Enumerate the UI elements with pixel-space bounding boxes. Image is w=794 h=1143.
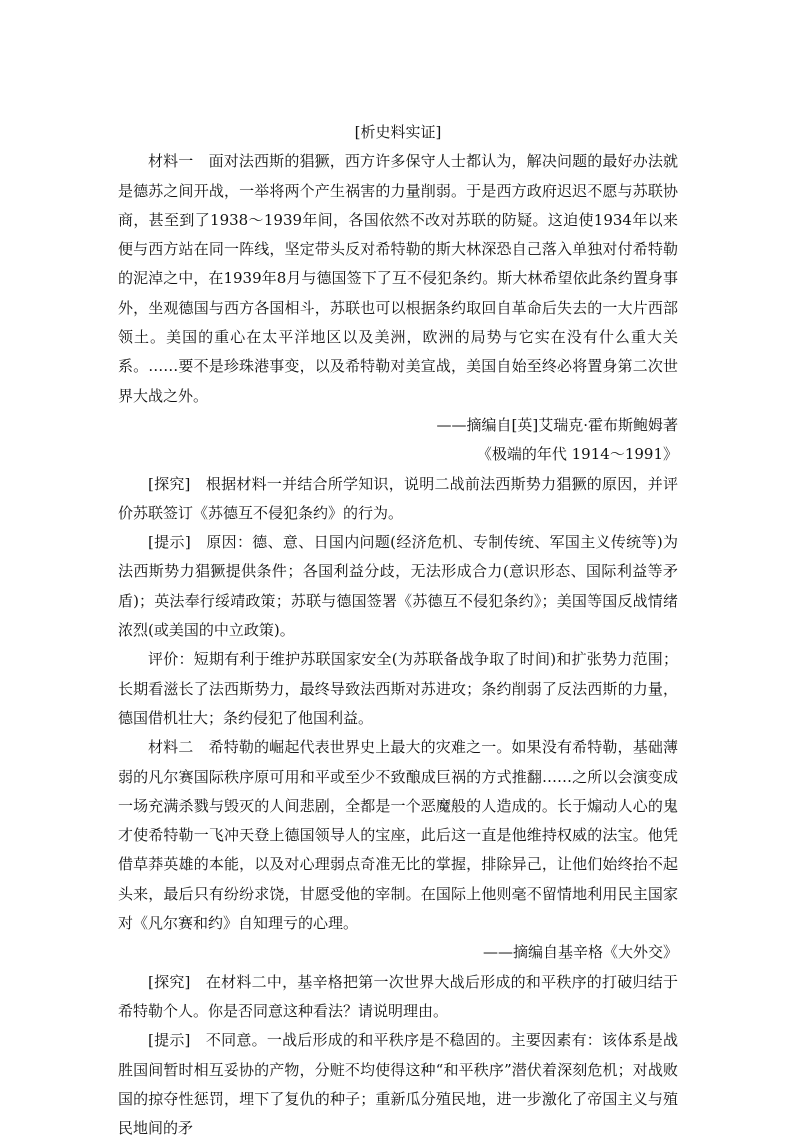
material-two-attribution: ——摘编自基辛格《大外交》	[482, 943, 678, 962]
evaluation-one-answer: 评价：短期有利于维护苏联国家安全(为苏联备战争取了时间)和扩张势力范围；长期看滋长了法西斯势力，最终导致法西斯对苏进攻；条约削弱了反法西斯的力量，德国借机壮大；条约侵犯了他国利益。	[118, 650, 678, 727]
explore-one-question: [探究] 根据材料一并结合所学知识，说明二战前法西斯势力猖獗的原因，并评价苏联签订《苏德互不侵犯条约》的行为。	[118, 474, 678, 522]
explore-two-question: [探究] 在材料二中，基辛格把第一次世界大战后形成的和平秩序的打破归结于希特勒个人。你是否同意这种看法？请说明理由。	[118, 972, 678, 1020]
section-title: [析史料实证]	[354, 123, 442, 141]
material-one-attribution-book: 《极端的年代 1914～1991》	[476, 445, 678, 464]
material-one-paragraph: 材料一 面对法西斯的猖獗，西方许多保守人士都认为，解决问题的最好办法就是德苏之间开战，一举将两个产生祸害的力量削弱。于是西方政府迟迟不愿与苏联协商，甚至到了1938～1939年间，各国依然不改对苏联的防疑。这迫使1934年以来便与西方站在同一阵线，坚定带头反对希特勒的斯大林深恐自己落入单独对付希特勒的泥淖之中，在1939年8月与德国签下了互不侵犯条约。斯大林希望依此条约置身事外，坐观德国与西方各国相斗，苏联也可以根据条约取回自革命后失去的一大片西部领土。美国的重心在太平洋地区以及美洲，欧洲的局势与它实在没有什么重大关系。……要不是珍珠港事变，以及希特勒对美宣战，美国自始至终必将置身第二次世界大战之外。	[118, 152, 678, 405]
hint-one-answer: [提示] 原因：德、意、日国内问题(经济危机、专制传统、军国主义传统等)为法西斯势力猖獗提供条件；各国利益分歧，无法形成合力(意识形态、国际利益等矛盾)；英法奉行绥靖政策；苏联与德国签署《苏德互不侵犯条约》；美国等国反战情绪浓烈(或美国的中立政策)。	[118, 533, 678, 640]
material-one-attribution-author: ——摘编自[英]艾瑞克·霍布斯鲍姆著	[436, 415, 678, 434]
material-two-paragraph: 材料二 希特勒的崛起代表世界史上最大的灾难之一。如果没有希特勒，基础薄弱的凡尔赛国际秩序原可用和平或至少不致酿成巨祸的方式推翻……之所以会演变成一场充满杀戮与毁灭的人间悲剧，全都是一个恶魔般的人造成的。长于煽动人心的鬼才使希特勒一飞冲天登上德国领导人的宝座，此后这一直是他维持权威的法宝。他凭借草莽英雄的本能，以及对心理弱点奇准无比的掌握，排除异己，让他们始终抬不起头来，最后只有纷纷求饶，甘愿受他的宰制。在国际上他则毫不留情地利用民主国家对《凡尔赛和约》自知理亏的心理。	[118, 738, 678, 933]
document-page	[118, 118, 678, 1143]
hint-two-answer: [提示] 不同意。一战后形成的和平秩序是不稳固的。主要因素有：该体系是战胜国间暂时相互妥协的产物，分赃不均使得这种“和平秩序”潜伏着深刻危机；对战败国的掠夺性惩罚，埋下了复仇的种子；重新瓜分殖民地，进一步激化了帝国主义与殖民地间的矛	[118, 1031, 678, 1138]
